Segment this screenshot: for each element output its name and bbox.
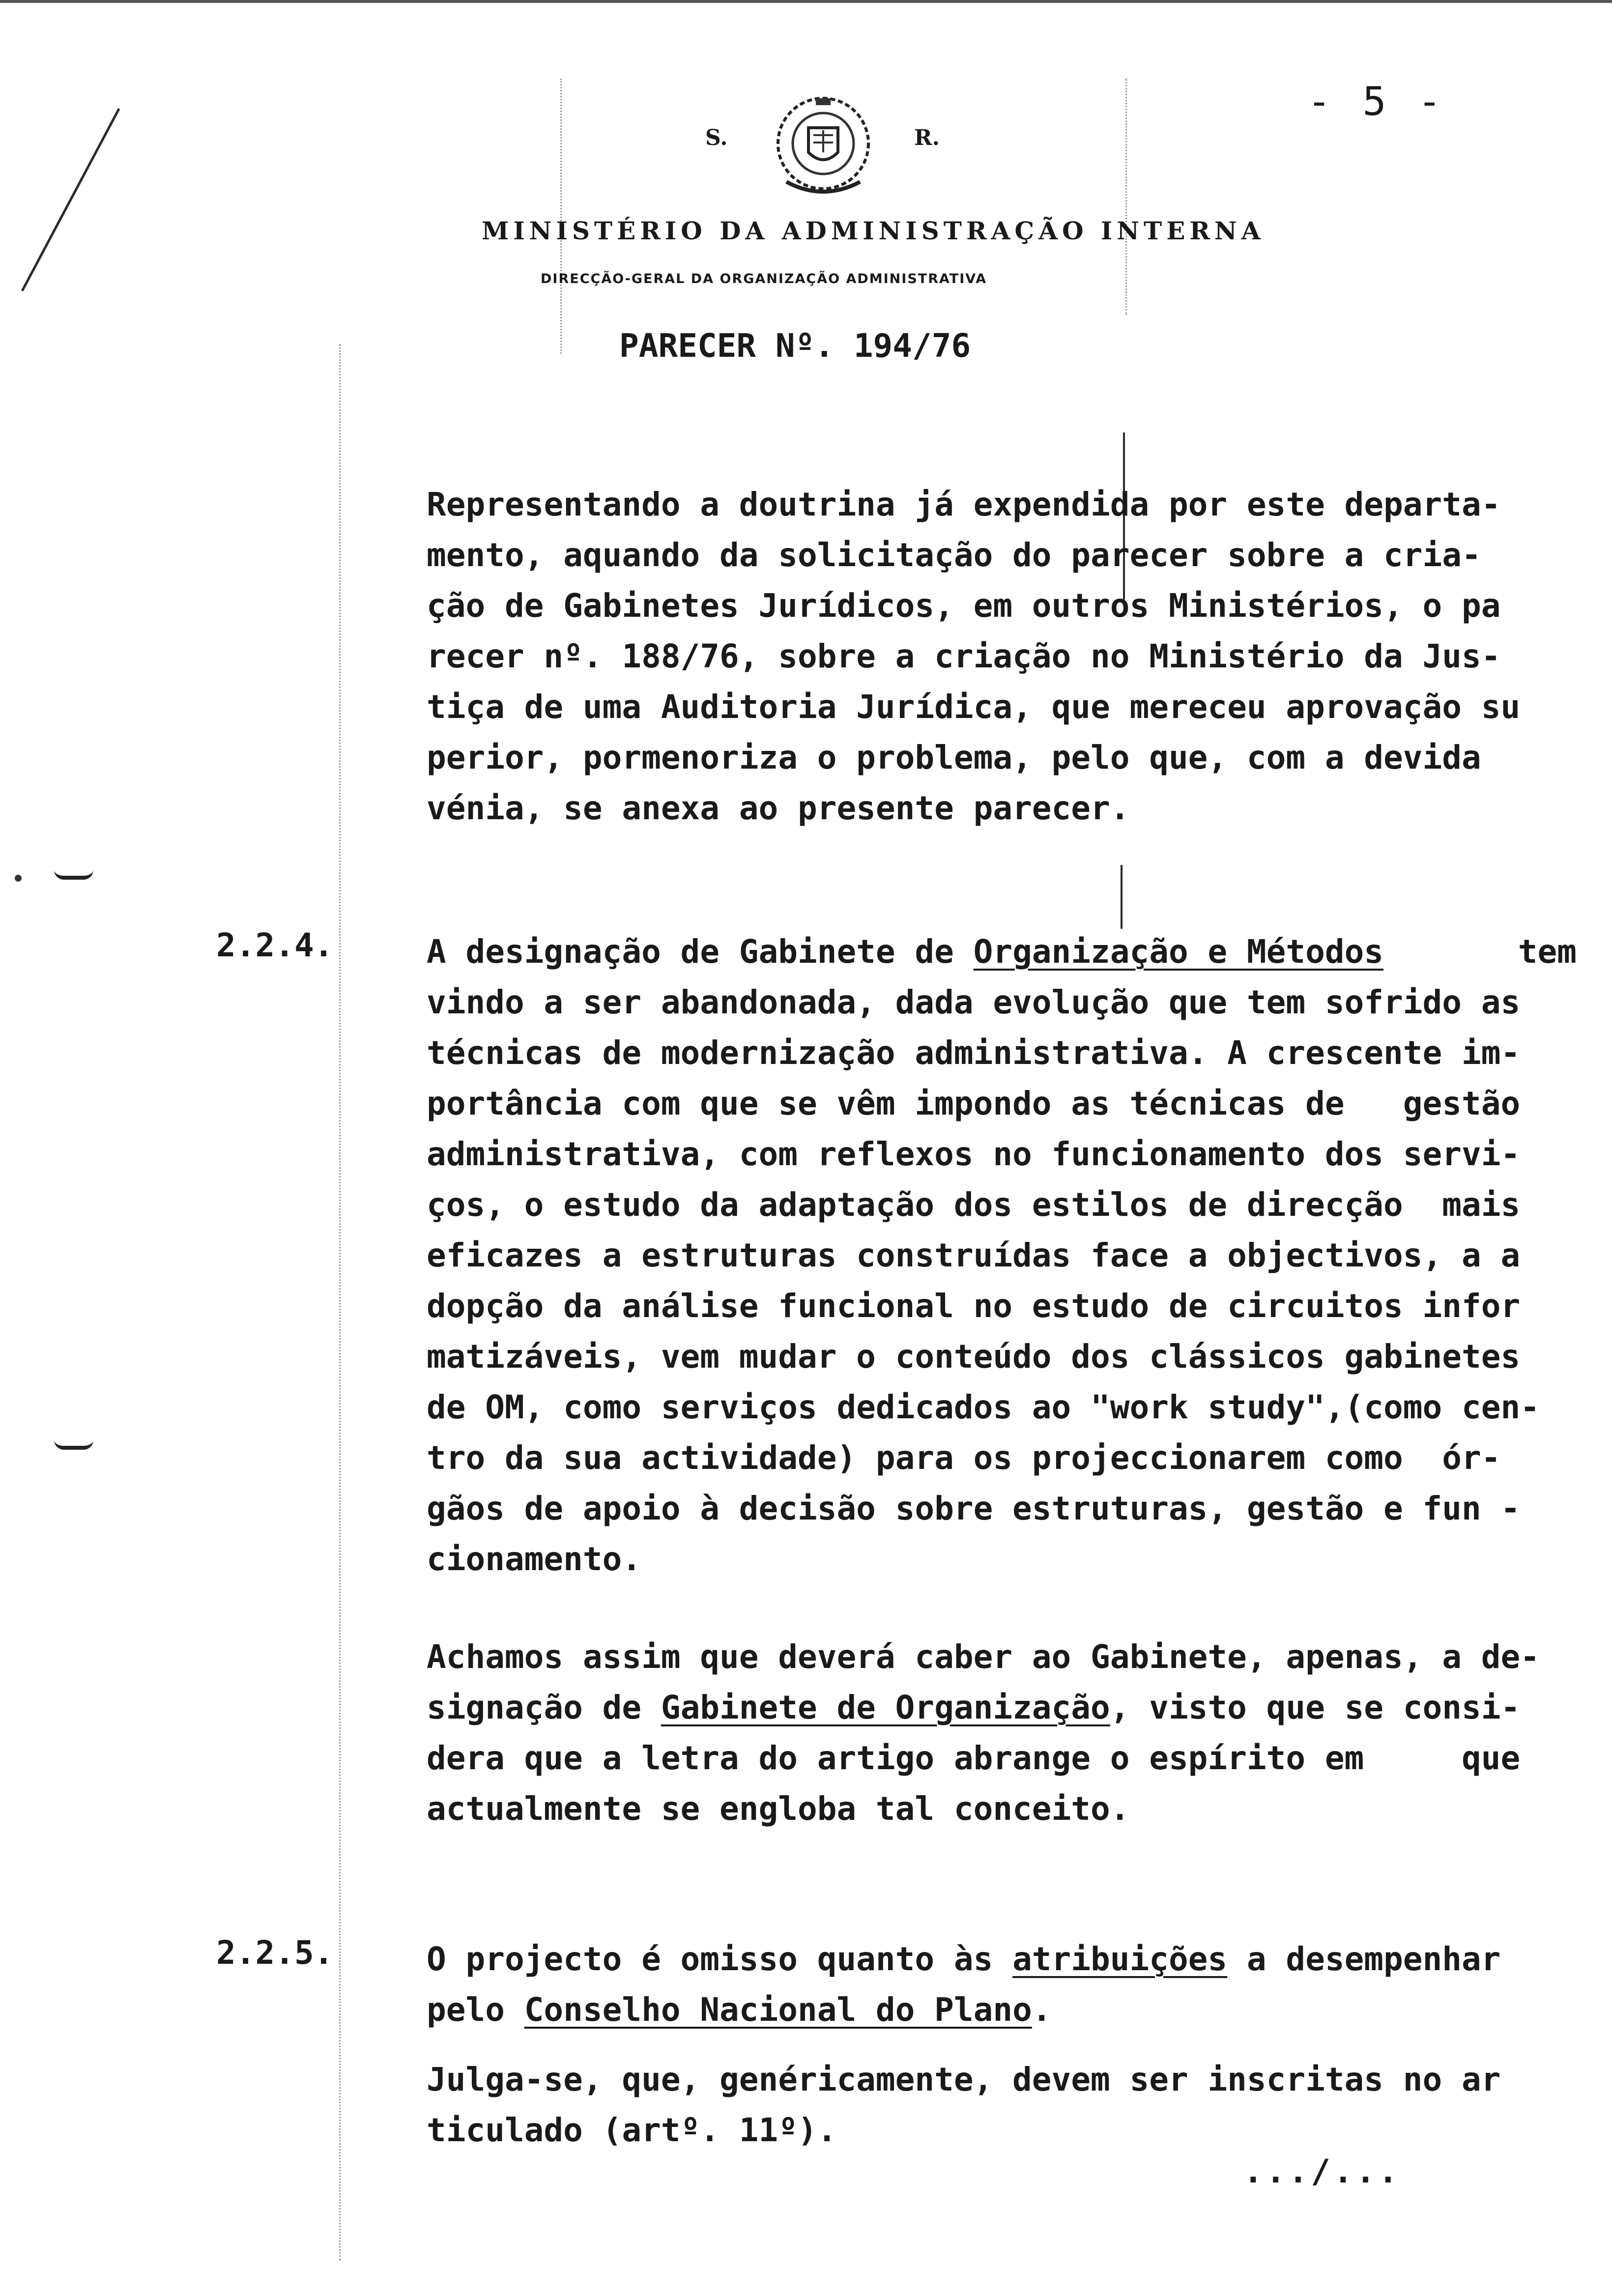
text-line: matizáveis, vem mudar o conteúdo dos clássicos gabinetes: [427, 1338, 1521, 1376]
section-number-224: 2.2.4.: [216, 926, 334, 964]
line-segment-text: A designação de Gabinete de: [427, 933, 974, 971]
section-225-judgement: [427, 2054, 1577, 2155]
text-line: Representando a doutrina já expendida por este departa-: [427, 486, 1501, 523]
text-line: [427, 1682, 1577, 1733]
text-line: [427, 926, 1577, 977]
text-line: de OM, como serviços dedicados ao "work study",(como cen-: [427, 1388, 1540, 1426]
text-line: recer nº. 188/76, sobre a criação no Ministério da Jus-: [427, 637, 1501, 675]
line-segment: tem: [1518, 933, 1577, 971]
text-line: eficazes a estruturas construídas face a objectivos, a a: [427, 1236, 1521, 1274]
text-line: Julga-se, que, genéricamente, devem ser inscritas no ar: [427, 2061, 1501, 2098]
scan-dotted-margin-3: [1125, 79, 1127, 315]
section-225-paragraph: [427, 1934, 1577, 2035]
text-line: vénia, se anexa ao presente parecer.: [427, 789, 1130, 827]
intro-paragraph: [427, 479, 1577, 833]
scan-top-edge: [0, 0, 1612, 3]
text-line: actualmente se engloba tal conceito.: [427, 1790, 1130, 1828]
text-line: ços, o estudo da adaptação dos estilos de direcção mais: [427, 1186, 1521, 1224]
page-number: - 5 -: [1307, 79, 1445, 124]
text-line: ção de Gabinetes Jurídicos, em outros Ministérios, o pa: [427, 587, 1501, 625]
continuation-mark: .../...: [1243, 2152, 1401, 2190]
line-segment-text: O projecto é omisso quanto às: [427, 1940, 1013, 1978]
text-line: gãos de apoio à decisão sobre estruturas, gestão e fun -: [427, 1490, 1521, 1527]
seal-left-letter: S.: [705, 125, 728, 150]
section-number-225: 2.2.5.: [216, 1934, 334, 1972]
section-224-paragraph: [427, 926, 1577, 1584]
underlined-term: Gabinete de Organização: [661, 1689, 1110, 1726]
section-224-conclusion: [427, 1632, 1577, 1834]
scan-speck-2: [54, 1440, 93, 1450]
text-line: técnicas de modernização administrativa. A crescente im-: [427, 1034, 1521, 1072]
scan-speck: [54, 870, 93, 880]
text-line: [427, 1984, 1577, 2035]
ministry-name: MINISTÉRIO DA ADMINISTRAÇÃO INTERNA: [482, 216, 1265, 245]
seal-right-letter: R.: [914, 125, 940, 150]
text-line: cionamento.: [427, 1540, 642, 1578]
scan-dotted-margin: [339, 344, 341, 2261]
underlined-term: atribuições: [1012, 1940, 1228, 1978]
line-segment-text: a desempenhar: [1227, 1940, 1501, 1978]
document-title: PARECER Nº. 194/76: [619, 327, 971, 365]
scan-fold-mark-2: [1121, 865, 1123, 929]
text-line: ticulado (artº. 11º).: [427, 2111, 837, 2149]
line-segment: [427, 926, 1383, 977]
text-line: mento, aquando da solicitação do parecer sobre a cria-: [427, 536, 1481, 574]
line-segment-text: pelo: [427, 1991, 524, 2029]
text-line: vindo a ser abandonada, dada evolução que tem sofrido as: [427, 983, 1521, 1021]
directorate-name: DIRECÇÃO-GERAL DA ORGANIZAÇÃO ADMINISTRATIVA: [541, 271, 987, 287]
text-line: dera que a letra do artigo abrange o espírito em que: [427, 1739, 1521, 1777]
text-line: administrativa, com reflexos no funcionamento dos servi-: [427, 1135, 1521, 1173]
text-line: tiça de uma Auditoria Jurídica, que mereceu aprovação su: [427, 688, 1521, 726]
text-line: [427, 1934, 1577, 1984]
text-line: tro da sua actividade) para os projeccionarem como ór-: [427, 1439, 1501, 1477]
text-line: Achamos assim que deverá caber ao Gabinete, apenas, a de-: [427, 1638, 1540, 1676]
scan-margin-stroke: [21, 108, 120, 291]
underlined-term: Organização e Métodos: [973, 933, 1384, 971]
underlined-term: Conselho Nacional do Plano: [524, 1991, 1032, 2029]
line-segment-text: .: [1032, 1991, 1052, 2029]
text-line: dopção da análise funcional no estudo de circuitos infor: [427, 1287, 1521, 1325]
text-line: portância com que se vêm impondo as técnicas de gestão: [427, 1085, 1521, 1122]
line-segment-text: , visto que se consi-: [1110, 1689, 1521, 1726]
coat-of-arms-seal: [767, 88, 880, 201]
line-segment-text: signação de: [427, 1689, 661, 1726]
text-line: perior, pormenoriza o problema, pelo que, com a devida: [427, 739, 1481, 776]
scan-speck-3: [15, 875, 22, 882]
